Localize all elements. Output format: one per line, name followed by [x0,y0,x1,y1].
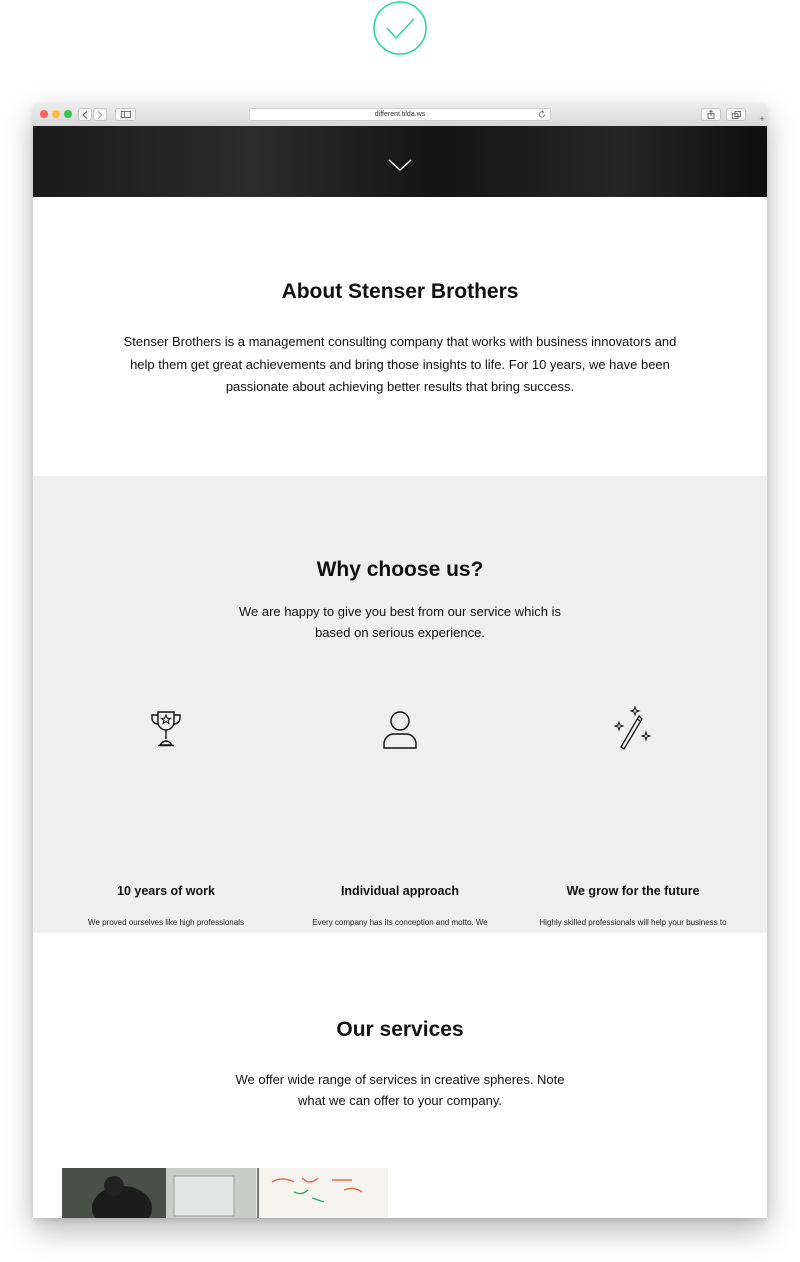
feature-title-experience: 10 years of work [117,884,215,898]
reload-icon[interactable] [538,110,546,119]
why-choose-us-section [33,476,767,933]
why-subtitle [33,601,767,643]
address-bar[interactable] [249,108,551,121]
why-subtitle-line-1: We are happy to give you best from our service which is [238,604,562,619]
chevron-right-icon [97,111,103,119]
chevron-down-icon[interactable] [387,158,413,172]
share-button[interactable] [701,108,721,121]
magic-wand-icon [613,706,653,752]
tabs-button[interactable] [726,108,746,121]
chevron-left-icon [82,111,88,119]
share-icon [707,110,715,119]
back-button[interactable] [78,108,92,121]
office-whiteboard-image [62,1168,388,1218]
maximize-window-button[interactable] [64,110,72,118]
forward-button[interactable] [93,108,107,121]
user-icon [382,710,418,750]
tabs-icon [732,111,741,119]
about-title: About Stenser Brothers [281,280,519,303]
url-text: different.tilda.ws [374,111,426,118]
service-photo[interactable] [62,1168,388,1218]
services-section [33,933,767,1218]
browser-window [33,104,767,1218]
new-tab-button[interactable]: + [759,114,765,124]
feature-title-approach: Individual approach [340,884,460,898]
services-subtitle [33,1069,767,1111]
about-section [33,197,767,476]
feature-text-approach: Every company has its conception and motto. We [312,918,488,927]
hero-banner [33,126,767,197]
services-subtitle-line-2: what we can offer to your company. [297,1093,502,1108]
minimize-window-button[interactable] [52,110,60,118]
services-title: Our services [336,1018,464,1041]
services-subtitle-line-1: We offer wide range of services in creative spheres. Note [235,1072,565,1087]
why-title: Why choose us? [316,558,484,581]
sidebar-toggle-button[interactable] [115,108,136,121]
about-text: Stenser Brothers is a management consulting company that works with business innovators and help them get great achievements and bring those insights to life. For 10 years, we have been passionate about achieving better results that bring success. [123,334,677,394]
feature-title-future: We grow for the future [566,884,700,898]
browser-toolbar [33,104,767,127]
close-window-button[interactable] [40,110,48,118]
feature-text-experience: We proved ourselves like high professionals [88,918,244,927]
trophy-icon [149,710,183,748]
why-subtitle-line-2: based on serious experience. [315,625,485,640]
sidebar-icon [121,111,131,118]
feature-text-future: Highly skilled professionals will help your business to [539,918,727,927]
checkmark-circle-icon [372,0,428,56]
